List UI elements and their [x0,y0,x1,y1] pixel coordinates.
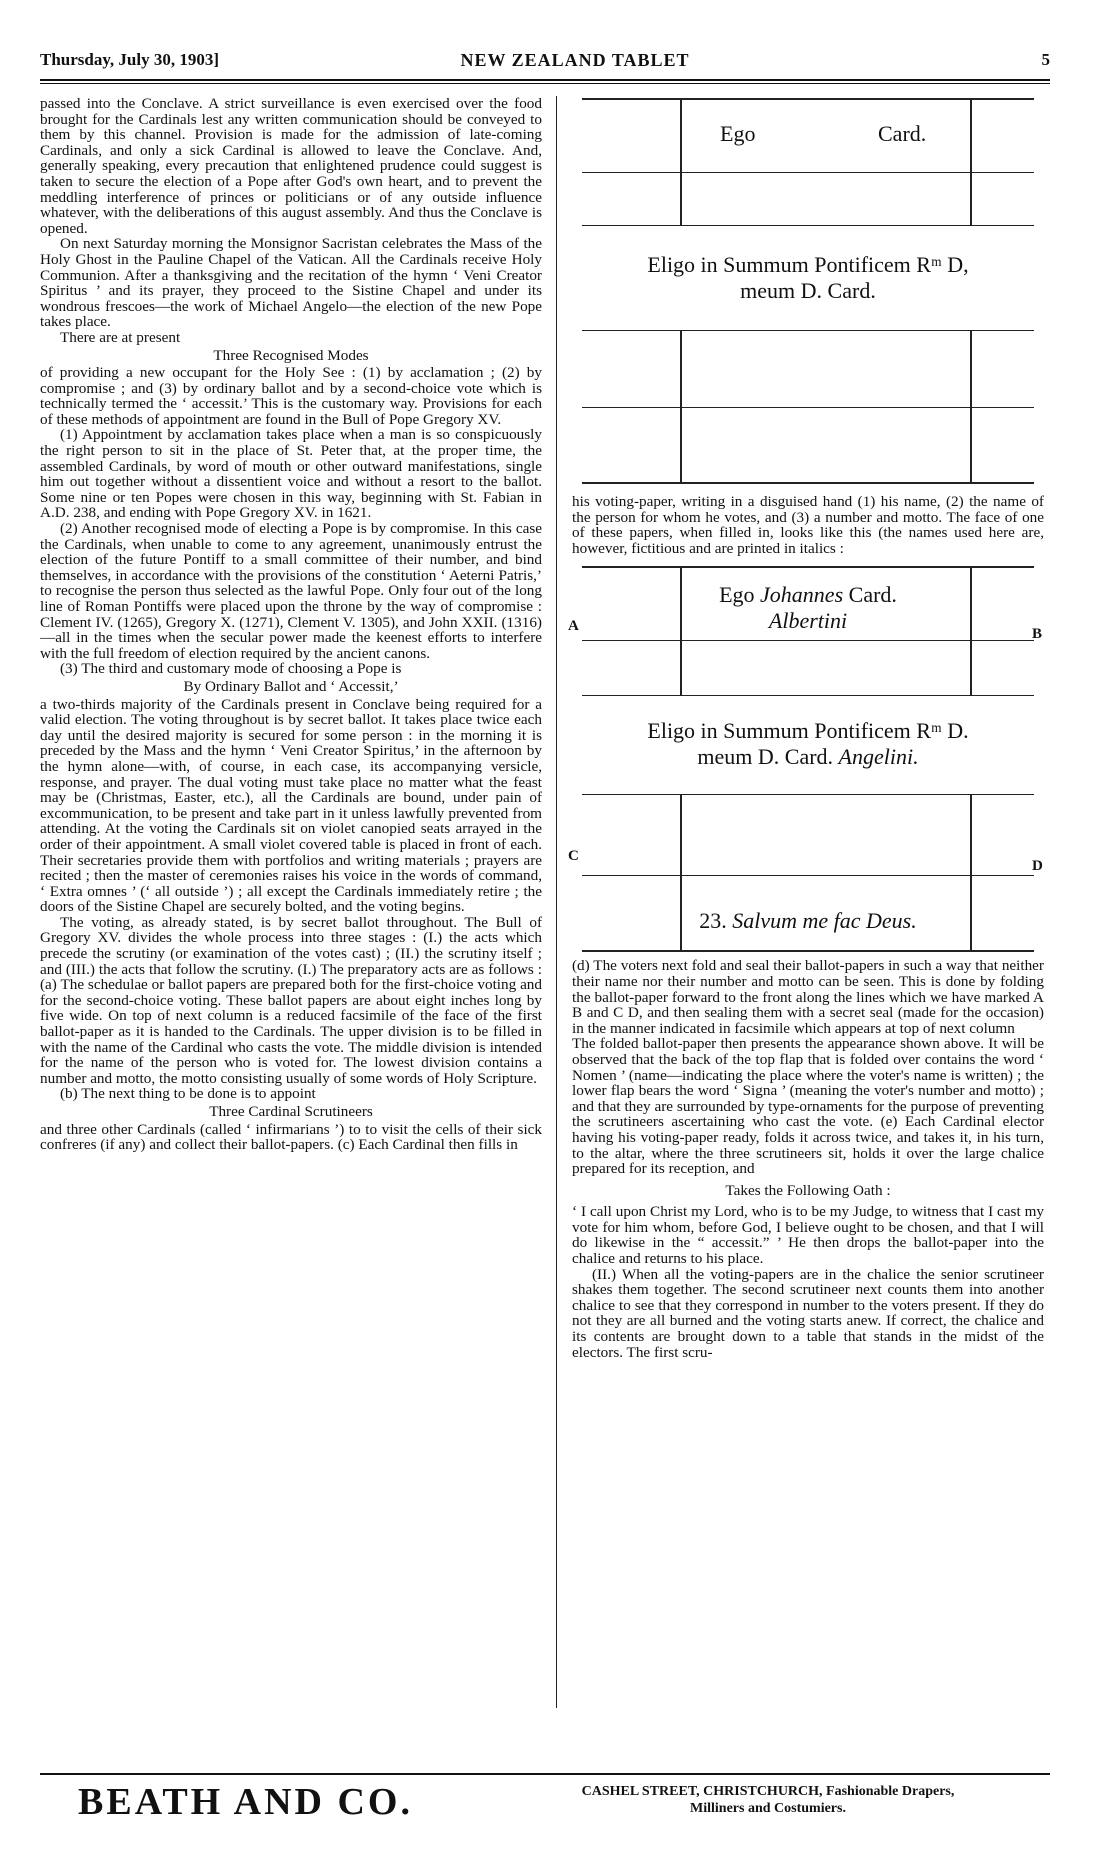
ballot-row [582,795,1034,876]
ballot-number: 23. [699,908,727,934]
page-header [40,46,1050,74]
ballot-card: Card. [848,582,897,608]
ballot-motto: Salvum me fac Deus. [732,908,917,934]
ballot-ego: Ego [719,582,755,608]
ballot-facsimile-filled [582,566,1034,952]
paragraph: (II.) When all the voting-papers are in the chalice the senior scrutineer shakes them together. The second scrutineer next counts them into another chalice to see that they correspond in number to the voters present. If they do not they are all burned and the voting starts anew. If correct, the chalice and its contents are brought down to a table that stands in the midst of the electors. The first scru- [572,1265,1044,1361]
ballot-row [582,641,1034,696]
advertiser-address [508,1783,1028,1817]
paragraph: The folded ballot-paper then presents the appearance shown above. It will be observed that the back of the top flap that is folded over contains the word ‘ Nomen ’ (name—indicating the place where the voter's name is written) ; the lower flap bears the word ‘ Signa ’ (meaning the voter's number and motto) ; and that they are surrounded by type-ornaments for the purpose of preventing the scrutineers ascertaining who cast the vote. (e) Each Cardinal elector having his voting-paper ready, folds it across twice, and takes it, in his turn, to the altar, where the three scrutineers sit, holds it over the large chalice prepared for its reception, and [572,1035,1044,1178]
voter-surname: Albertini [768,608,848,634]
ballot-voter-first-name: Johannes [760,582,844,608]
ballot-filled-wrapper [568,566,1044,952]
publication-title: NEW ZEALAND TABLET [460,50,690,70]
subheading: Takes the Following Oath : [725,1181,891,1199]
ballot-meum-line: meum D. Card. [740,278,876,303]
ballot-voter-surname [582,608,1034,634]
paragraph: his voting-paper, writing in a disguised hand (1) his name, (2) the name of the person for whom he votes, and (3) a number and motto. The face of one of these papers, when filled in, looks like this (the names used here are, however, fictitious and are printed in italics : [572,493,1044,557]
fold-mark-a: A [568,618,579,635]
page-number: 5 [1041,50,1050,69]
ballot-row-eligo [582,696,1034,795]
ballot-eligo-line: Eligo in Summum Pontificem Rᵐ D. [647,718,969,744]
subheading: By Ordinary Ballot and ‘ Accessit,’ [183,677,399,695]
paragraph: (3) The third and customary mode of choosing a Pope is [60,660,402,678]
ballot-row [582,408,1034,480]
ballot-ego-name-line [582,582,1034,608]
ballot-row-motto [582,876,1034,948]
ballot-meum-line [582,744,1034,770]
paragraph: (b) The next thing to be done is to appoint [60,1085,316,1103]
subheading: Three Recognised Modes [213,346,369,364]
paragraph: The voting, as already stated, is by secret ballot throughout. The Bull of Gregory XV. divides the whole process into three stages : (I.) the acts which precede the scrutiny (or examination of the votes cast) ; (II.) the scrutiny itself ; and (III.) the acts that follow the scrutiny. (I.) The preparatory acts are as follows : (a) The schedulae or ballot papers are prepared both for the first-choice voting and for the second-choice voting. These ballot papers are about eight inches long by five wide. On top of next column is a reduced facsimile of the face of the first ballot-paper as it is handed to the Cardinals. The upper division is to be filled in with the name of the Cardinal who casts the vote. The middle division is intended for the name of the person who is voted for. The lowest division contains a number and motto, the motto consisting usually of some words of Holy Scripture. [40,913,542,1087]
ballot-row [582,100,1034,173]
paragraph: There are at present [60,328,181,346]
ballot-row-eligo [582,226,1034,331]
ballot-ego-label: Ego [720,121,756,146]
paragraph: and three other Cardinals (called ‘ infirmarians ’) to to visit the cells of their sick confreres (if any) and collect their ballot-papers. (c) Each Cardinal then fills in [40,1120,542,1154]
footer-rule [40,1773,1050,1775]
paragraph: ‘ I call upon Christ my Lord, who is to be my Judge, to witness that I cast my vote for him whom, before God, I believe ought to be chosen, and that I will do likewise in the “ accessit.” ’ He then drops the ballot-paper into the chalice and returns to his place. [572,1203,1044,1268]
paragraph: a two-thirds majority of the Cardinals present in Conclave being required for a valid election. The voting throughout is by secret ballot. It takes place twice each day until the desired majority is secured for some person : in the morning it is preceded by the Mass and the hymn ‘ Veni Creator Spiritus,’ in the afternoon by the hymn alone—with, of course, in each case, its accompanying versicle, response, and prayer. The dual voting must take place no matter what the feast may be (Christmas, Easter, etc.), all the Cardinals are bound, under pain of excommunication, to be present and take part in it unless lawfully prevented from attending. At the voting the Cardinals sit on violet canopied seats arrayed in the order of their appointment. A small violet covered table is placed in front of each. Their secretaries provide them with portfolios and writing materials ; prayers are recited ; then the master of ceremonies raises his voice in the words of command, ‘ Extra omnes ’ (‘ all outside ’) ; all except the Cardinals immediately retire ; the doors of the Sistine Chapel are securely bolted, and the voting begins. [40,695,542,916]
right-column [568,96,1044,1711]
paragraph: of providing a new occupant for the Holy See : (1) by acclamation ; (2) by compromise ; and (3) by ordinary ballot and by a second-choice vote which is technically termed the ‘ accessit.’ This is the customary way. Provisions for each of these methods of appointment are found in the Bull of Pope Gregory XV. [40,364,542,428]
paragraph: (2) Another recognised mode of electing a Pope is by compromise. In this case the Cardinals, when unable to come to any agreement, unanimously entrust the election of the future Pontiff to a small committee of their number, and bind themselves, in accordance with the provisions of the constitution ‘ Aeterni Patris,’ to recognise the person thus selected as the lawful Pope. Only four out of the long line of Roman Pontiffs were placed upon the throne by the way of compromise : Clement IV. (1265), Gregory X. (1271), Clement V. 1305), and John XXII. (1316)—all in the times when the secular power made the keenest efforts to interfere with the full freedom of election required by the ancient canons. [40,520,542,662]
paragraph: (1) Appointment by acclamation takes place when a man is so conspicuously the right person to sit in the place of St. Peter that, at the proper time, the assembled Cardinals, by word of mouth or other outward manifestations, single him out together without a dissentient voice and without a resort to the ballot. Some nine or ten Popes were chosen in this way, beginning with St. Fabian in A.D. 238, and ending with Pope Gregory XV. in 1621. [40,426,542,522]
paragraph: (d) The voters next fold and seal their ballot-papers in such a way that neither their name nor their number and motto can be seen. This is done by folding the ballot-paper forward to the front along the lines which we have marked A B and C D, and then sealing them with a secret seal (made for the occasion) in the manner indicated in facsimile which appears at top of next column [572,957,1044,1037]
left-column [40,96,542,1711]
issue-date: Thursday, July 30, 1903] [40,50,220,69]
fold-mark-c: C [568,848,579,865]
ballot-meum-prefix: meum D. Card. [697,744,834,770]
ballot-candidate-name: Angelini. [838,744,919,770]
ballot-row [582,173,1034,226]
advertiser-name: BEATH AND CO. [78,1781,413,1823]
advertiser-line-1: CASHEL STREET, CHRISTCHURCH, Fashionable Drapers, [581,1784,955,1799]
ballot-row [582,331,1034,408]
ballot-number-motto [582,908,1034,934]
ballot-eligo-line: Eligo in Summum Pontificem Rᵐ D, [647,252,969,277]
fold-mark-d: D [1032,858,1043,875]
subheading: Three Cardinal Scrutineers [209,1103,373,1120]
ballot-row [582,568,1034,641]
fold-mark-b: B [1032,626,1043,643]
paragraph: On next Saturday morning the Monsignor Sacristan celebrates the Mass of the Holy Ghost in the Pauline Chapel of the Vatican. All the Cardinals receive Holy Communion. After a thanksgiving and the recitation of the hymn ‘ Veni Creator Spiritus ’ and its prayer, they proceed to the Sistine Chapel and under its wondrous frescoes—the work of Michael Angelo—the election of the new Pope takes place. [40,235,542,331]
header-rule-thin [40,83,1050,84]
advertiser-line-2: Milliners and Costumiers. [690,1801,846,1816]
header-rule [40,79,1050,81]
ballot-card-label: Card. [878,121,927,146]
ballot-facsimile-blank [582,98,1034,484]
paragraph: passed into the Conclave. A strict surveillance is even exercised over the food brought for the Cardinals lest any written communication should be conveyed to them by this channel. Provision is made for the admission of late-coming Cardinals, and only a sick Cardinal is allowed to leave the Conclave. And, generally speaking, every precaution that enlightened prudence could suggest is taken to secure the election of a Pope after God's own heart, and to prevent the meddling interference of princes or politicians or of any outside influence whatever, with the deliberations of this august assembly. And thus the Conclave is opened. [40,95,542,237]
column-divider [556,96,557,1708]
